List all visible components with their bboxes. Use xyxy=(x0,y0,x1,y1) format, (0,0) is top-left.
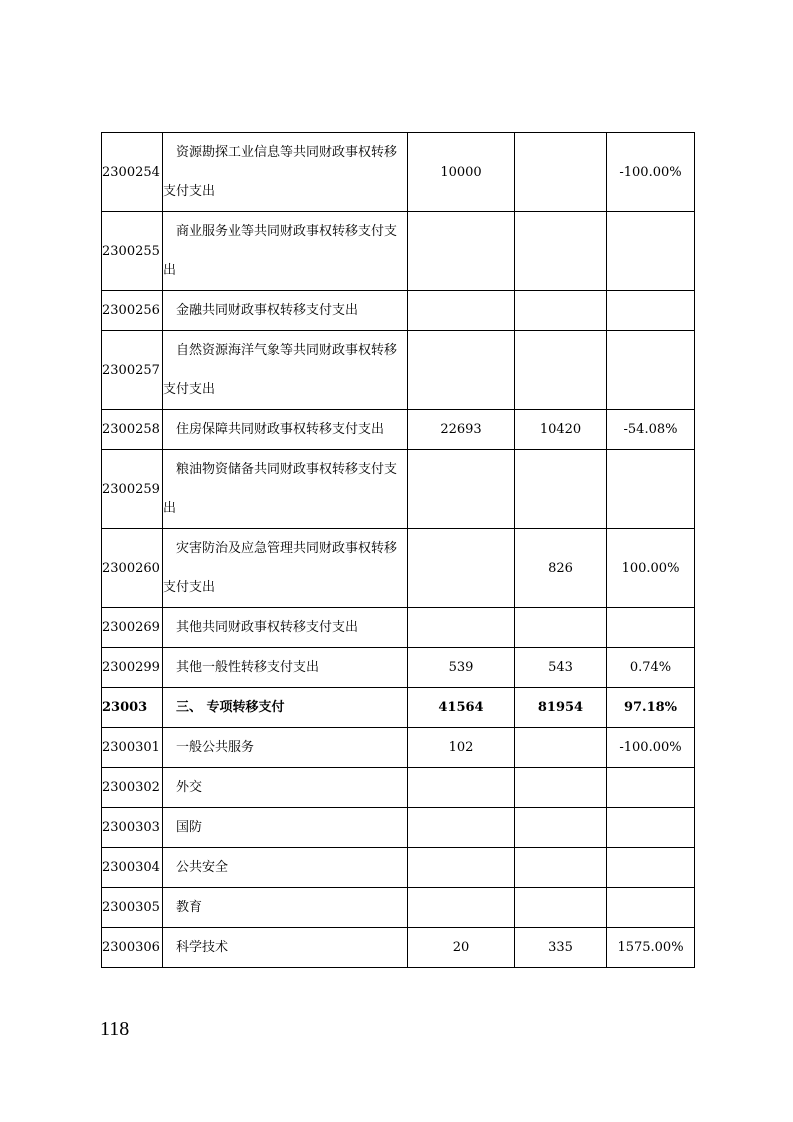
item-code-cell: 2300304 xyxy=(102,848,163,888)
item-name-text: 资源勘探工业信息等共同财政事权转移支付支出 xyxy=(163,145,398,199)
item-code-cell: 2300257 xyxy=(102,331,163,410)
value-2020-cell: 335 xyxy=(515,928,607,968)
change-percent-cell xyxy=(607,450,695,529)
value-2019-cell: 539 xyxy=(408,648,515,688)
item-code-cell: 2300301 xyxy=(102,728,163,768)
item-name-text: 其他一般性转移支付支出 xyxy=(176,660,320,675)
table-row xyxy=(102,450,695,529)
page-number: 118 xyxy=(100,1018,130,1040)
change-percent-cell xyxy=(607,888,695,928)
value-2020-cell xyxy=(515,888,607,928)
item-name-cell xyxy=(163,291,408,331)
item-name-text: 国防 xyxy=(176,820,203,835)
value-2019-cell: 22693 xyxy=(408,410,515,450)
table-row xyxy=(102,688,695,728)
item-name-text: 灾害防治及应急管理共同财政事权转移支付支出 xyxy=(163,541,398,595)
item-name-text: 三、 专项转移支付 xyxy=(176,700,285,715)
item-name-text: 公共安全 xyxy=(176,860,229,875)
change-percent-cell xyxy=(607,848,695,888)
change-percent-cell: 100.00% xyxy=(607,529,695,608)
item-name-cell xyxy=(163,848,408,888)
value-2020-cell xyxy=(515,331,607,410)
item-name-cell xyxy=(163,888,408,928)
value-2019-cell xyxy=(408,848,515,888)
item-code-cell: 2300259 xyxy=(102,450,163,529)
item-code-cell: 2300260 xyxy=(102,529,163,608)
value-2020-cell: 81954 xyxy=(515,688,607,728)
item-code-cell: 2300254 xyxy=(102,133,163,212)
item-name-cell xyxy=(163,688,408,728)
value-2019-cell xyxy=(408,331,515,410)
item-name-text: 自然资源海洋气象等共同财政事权转移支付支出 xyxy=(163,343,398,397)
item-name-cell xyxy=(163,768,408,808)
item-name-text: 粮油物资储备共同财政事权转移支付支出 xyxy=(163,462,398,516)
value-2019-cell xyxy=(408,212,515,291)
value-2019-cell xyxy=(408,768,515,808)
item-name-cell xyxy=(163,808,408,848)
change-percent-cell: -100.00% xyxy=(607,133,695,212)
change-percent-cell xyxy=(607,768,695,808)
item-code-cell: 2300258 xyxy=(102,410,163,450)
item-name-text: 外交 xyxy=(176,780,203,795)
item-name-cell xyxy=(163,450,408,529)
value-2020-cell xyxy=(515,728,607,768)
value-2020-cell xyxy=(515,768,607,808)
value-2019-cell: 102 xyxy=(408,728,515,768)
table-row xyxy=(102,529,695,608)
table-row xyxy=(102,848,695,888)
item-code-cell: 2300256 xyxy=(102,291,163,331)
change-percent-cell xyxy=(607,331,695,410)
item-name-cell xyxy=(163,133,408,212)
value-2019-cell xyxy=(408,808,515,848)
item-code-cell: 23003 xyxy=(102,688,163,728)
value-2019-cell xyxy=(408,450,515,529)
value-2019-cell: 41564 xyxy=(408,688,515,728)
value-2020-cell xyxy=(515,291,607,331)
item-name-cell xyxy=(163,212,408,291)
change-percent-cell: 97.18% xyxy=(607,688,695,728)
change-percent-cell xyxy=(607,291,695,331)
value-2020-cell xyxy=(515,848,607,888)
item-name-cell xyxy=(163,608,408,648)
table-row xyxy=(102,331,695,410)
value-2019-cell: 20 xyxy=(408,928,515,968)
value-2020-cell: 543 xyxy=(515,648,607,688)
change-percent-cell xyxy=(607,808,695,848)
item-name-text: 商业服务业等共同财政事权转移支付支出 xyxy=(163,224,398,278)
item-code-cell: 2300302 xyxy=(102,768,163,808)
change-percent-cell: -100.00% xyxy=(607,728,695,768)
table-row xyxy=(102,212,695,291)
change-percent-cell: -54.08% xyxy=(607,410,695,450)
table-row xyxy=(102,648,695,688)
table-row xyxy=(102,410,695,450)
value-2020-cell xyxy=(515,133,607,212)
item-code-cell: 2300255 xyxy=(102,212,163,291)
item-code-cell: 2300303 xyxy=(102,808,163,848)
table-row xyxy=(102,728,695,768)
item-code-cell: 2300306 xyxy=(102,928,163,968)
value-2019-cell xyxy=(408,608,515,648)
item-name-cell xyxy=(163,331,408,410)
table-row xyxy=(102,888,695,928)
item-name-cell xyxy=(163,410,408,450)
item-name-text: 科学技术 xyxy=(176,940,229,955)
item-name-text: 金融共同财政事权转移支付支出 xyxy=(176,303,359,318)
table-row xyxy=(102,768,695,808)
table-row xyxy=(102,808,695,848)
item-name-cell xyxy=(163,928,408,968)
item-name-text: 其他共同财政事权转移支付支出 xyxy=(176,620,359,635)
value-2019-cell xyxy=(408,888,515,928)
value-2020-cell xyxy=(515,608,607,648)
change-percent-cell xyxy=(607,608,695,648)
change-percent-cell: 1575.00% xyxy=(607,928,695,968)
value-2020-cell: 826 xyxy=(515,529,607,608)
value-2019-cell: 10000 xyxy=(408,133,515,212)
value-2019-cell xyxy=(408,529,515,608)
budget-table xyxy=(101,132,695,968)
item-name-cell xyxy=(163,529,408,608)
value-2020-cell xyxy=(515,808,607,848)
table-row xyxy=(102,608,695,648)
item-name-text: 一般公共服务 xyxy=(176,740,255,755)
item-name-cell xyxy=(163,728,408,768)
table-row xyxy=(102,291,695,331)
value-2019-cell xyxy=(408,291,515,331)
item-name-text: 教育 xyxy=(176,900,203,915)
value-2020-cell xyxy=(515,212,607,291)
table-row xyxy=(102,133,695,212)
table-row xyxy=(102,928,695,968)
item-name-cell xyxy=(163,648,408,688)
value-2020-cell: 10420 xyxy=(515,410,607,450)
item-code-cell: 2300305 xyxy=(102,888,163,928)
change-percent-cell xyxy=(607,212,695,291)
value-2020-cell xyxy=(515,450,607,529)
item-code-cell: 2300269 xyxy=(102,608,163,648)
item-name-text: 住房保障共同财政事权转移支付支出 xyxy=(176,422,385,437)
change-percent-cell: 0.74% xyxy=(607,648,695,688)
item-code-cell: 2300299 xyxy=(102,648,163,688)
